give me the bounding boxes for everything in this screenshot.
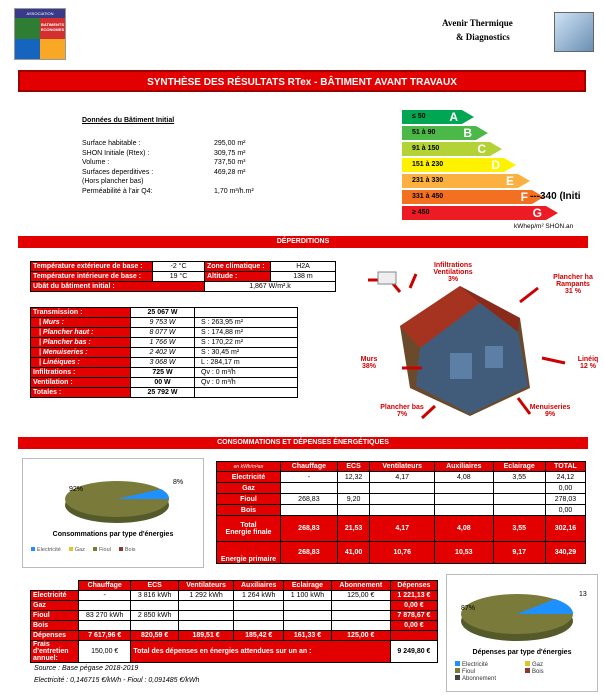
building-value: 295,00 m² [214,140,246,147]
dep-header: Chauffage [79,581,131,591]
conso-finale-cell: 302,16 [545,516,585,542]
pie2-small-pct: 13 [579,591,587,598]
dep-cell: 1 100 kWh [284,591,332,601]
transmission-label: | Plancher haut : [31,328,131,338]
energy-class-letter: A [449,110,458,124]
energy-class-arrow [490,142,502,156]
transmission-extra: Qv : 0 m³/h [195,378,298,388]
transmission-value: 1 766 W [131,338,195,348]
logo-caption: ASSOCIATION [15,9,65,18]
energy-class-letter: C [477,142,486,156]
conso-primaire-cell: 268,83 [281,542,338,564]
frais-label: Frais d'entretien annuel: [31,641,79,663]
transmission-extra: S : 174,88 m² [195,328,298,338]
energy-value: ---340 (Initi [530,191,581,202]
ubat-label: Ubât du bâtiment initial : [31,282,205,292]
building-section-title: Données du Bâtiment Initial [82,117,175,124]
deperditions-bar: DÉPERDITIONS [18,236,588,248]
conso-finale-cell: 3,55 [493,516,545,542]
dep-header: Eclairage [284,581,332,591]
dep-cell: 0,00 € [390,601,437,611]
temp-ext-label: Température extérieure de base : [31,262,153,272]
dep-cell [284,601,332,611]
energy-class-letter: G [532,206,542,220]
transmission-value: 9 753 W [131,318,195,328]
conso-cell [435,505,494,516]
conso-header: ECS [337,462,370,472]
pct-infiltrations: 3% [447,276,459,283]
company-logo-graphic [554,12,594,52]
conso-primaire-cell: 340,29 [545,542,585,564]
energy-class-range: 151 à 230 [412,161,444,168]
dep-cell: Gaz [31,601,79,611]
legend-swatch [31,547,35,551]
conso-row [217,494,586,505]
pie2-legend-item [525,668,595,675]
building-row [82,169,282,179]
pct-murs: 38% [361,363,376,370]
house-diagram [350,258,604,430]
dep-row [31,631,438,641]
dep-cell [331,611,390,621]
dep-cell [331,601,390,611]
building-row [82,188,282,198]
conso-row [217,483,586,494]
dep-header [31,581,79,591]
dep-cell [234,611,284,621]
pie2-graphic [455,581,585,645]
dep-header: Abonnement [331,581,390,591]
dep-cell [284,621,332,631]
conso-primaire-cell: 41,00 [337,542,370,564]
finale-label-2: Energie finale [225,528,272,536]
conso-header: Ventilateurs [370,462,435,472]
building-value: 1,70 m³/h.m² [214,187,254,195]
pie1-title: Consommations par type d'énergies [52,531,174,538]
transmission-extra: Qv : 0 m³/h [195,368,298,378]
transmission-value: 25 792 W [131,388,195,398]
energy-label [400,110,604,232]
energy-class-letter: B [463,126,472,140]
legend-label: Electricité [462,662,489,668]
dep-cell: 1 264 kWh [234,591,284,601]
dep-cell: 1 292 kWh [178,591,233,601]
conso-finale-label [217,516,281,542]
transmission-extra: L : 284,17 m [195,358,298,368]
label-plancher-haut: Plancher ha [553,274,593,281]
legend-swatch [119,547,123,551]
conso-header: Auxiliaires [435,462,494,472]
pct-menuiseries: 9% [544,411,556,418]
conso-primaire-label: Energie primaire [217,542,281,564]
dep-cell [390,631,437,641]
conso-cell: 0,00 [545,483,585,494]
transmission-label: Infiltrations : [31,368,131,378]
conso-cell [493,483,545,494]
pie2-big-pct: 87% [461,605,476,612]
label-menuiseries: Menuiseries [529,404,571,411]
energy-class-letter: E [505,174,514,188]
dep-total-row [31,641,438,663]
dep-cell: 185,42 € [234,631,284,641]
pct-plancher-bas: 7% [396,411,408,418]
temp-int-label: Température intérieure de base : [31,272,153,282]
temp-int-value: 19 °C [153,272,205,282]
dep-cell: 189,51 € [178,631,233,641]
price-note: Electricité : 0,146715 €/kWh - Fioul : 0,091485 €/kWh [34,677,200,684]
conso-cell: 24,12 [545,472,585,483]
building-label: (Hors plancher bas) [82,178,144,185]
energy-class-arrow [476,126,488,140]
energy-class-letter: F [520,190,528,204]
legend-swatch [69,547,73,551]
label-lineique: Linéiq [577,356,599,363]
dep-cell [284,611,332,621]
dep-row [31,591,438,601]
legend-label: Abonnement [462,676,497,682]
pie1-legend-item [69,547,85,553]
conso-cell [337,483,370,494]
label-rampants: Rampants [556,281,590,288]
conso-header-row [217,462,586,472]
conso-cell: 278,03 [545,494,585,505]
energy-class-range: 51 à 90 [412,129,436,136]
transmission-extra: S : 170,22 m² [195,338,298,348]
conso-cell: Fioul [217,494,281,505]
temp-ext-value: -2 °C [153,262,205,272]
dep-cell: Bois [31,621,79,631]
conso-finale-cell: 21,53 [337,516,370,542]
company-name-2: & Diagnostics [456,32,510,42]
zone-value: H2A [271,262,336,272]
legend-swatch [455,675,460,680]
dep-header: ECS [131,581,179,591]
conso-cell: Electricité [217,472,281,483]
building-value: 469,28 m² [214,168,246,176]
dep-row [31,621,438,631]
dep-cell: Dépenses [31,631,79,641]
depenses-table [30,580,438,663]
pie1-graphic [57,467,177,527]
dep-header: Ventilateurs [178,581,233,591]
building-value: 737,50 m³ [214,159,246,166]
transmission-label: | Linéiques : [31,358,131,368]
transmission-value: 3 068 W [131,358,195,368]
dep-cell: 0,00 € [390,621,437,631]
building-label: Perméabilité à l'air Q4: [82,187,153,195]
label-murs: Murs [360,356,378,363]
conso-cell [493,505,545,516]
conso-header: en kWh/m²an [217,462,281,472]
pie1-legend-item [31,547,61,553]
legend-label: Gaz [74,547,85,553]
conso-cell [493,494,545,505]
frais-value: 150,00 € [79,641,131,663]
conso-cell [281,483,338,494]
label-infiltrations: Infiltrations [433,262,473,269]
legend-label: Fioul [462,669,476,675]
conso-cell [337,505,370,516]
dep-cell: 7 878,67 € [390,611,437,621]
dep-cell: 125,00 € [331,631,390,641]
dep-cell: Fioul [31,611,79,621]
transmission-row [31,368,298,378]
building-row [82,178,282,188]
dep-cell: 161,33 € [284,631,332,641]
dep-cell: - [79,591,131,601]
conso-cell: 12,32 [337,472,370,483]
dep-cell [79,601,131,611]
energy-class-arrow [504,158,516,172]
energy-class-g [402,206,546,220]
energy-class-d [402,158,504,172]
conso-cell [370,505,435,516]
energy-class-c [402,142,490,156]
alt-value: 138 m [271,272,336,282]
transmission-row [31,318,298,328]
energy-class-b [402,126,476,140]
conso-row [217,505,586,516]
energy-class-range: 231 à 330 [412,177,444,184]
dep-header: Auxiliaires [234,581,284,591]
logo-sub: BATIMENTS ECONOMES [40,18,65,39]
transmission-row [31,378,298,388]
transmission-table [30,307,298,398]
transmission-label: | Menuiseries : [31,348,131,358]
pie1-small-pct: 8% [173,479,184,486]
energy-class-arrow [462,110,474,124]
dep-row [31,611,438,621]
pie1-legend-item [119,547,136,553]
source-note: Source : Base pégase 2018-2019 [34,665,139,672]
pie1-legend-item [93,547,111,553]
dep-cell [178,601,233,611]
dep-cell [79,621,131,631]
transmission-row [31,348,298,358]
energy-class-f [402,190,532,204]
consommations-bar: CONSOMMATIONS ET DÉPENSES ÉNERGÉTIQUES [18,437,588,449]
dep-cell: 7 617,96 € [79,631,131,641]
transmission-extra [195,388,298,398]
conso-cell: 268,83 [281,494,338,505]
dep-cell [131,621,179,631]
conso-cell [370,494,435,505]
conso-primaire-row [217,542,586,564]
conso-cell [370,483,435,494]
conso-cell: 0,00 [545,505,585,516]
dep-cell [178,611,233,621]
page-title: SYNTHÈSE DES RÉSULTATS RTex - BÂTIMENT AVANT TRAVAUX [18,70,586,92]
energy-class-range: ≤ 50 [412,113,426,120]
conso-primaire-cell: 10,76 [370,542,435,564]
building-row [82,150,282,160]
energy-class-range: ≥ 450 [412,209,430,216]
conso-finale-cell: 4,08 [435,516,494,542]
building-row [82,140,282,150]
energy-class-arrow [518,174,530,188]
dep-cell [234,621,284,631]
conso-header: TOTAL [545,462,585,472]
pct-lineique: 12 % [580,363,596,370]
dep-cell [178,621,233,631]
conso-cell: - [281,472,338,483]
association-logo [14,8,66,60]
energy-class-range: 91 à 150 [412,145,440,152]
transmission-value: 2 402 W [131,348,195,358]
legend-label: Bois [124,547,136,553]
building-value: 309,75 m² [214,149,246,157]
conso-cell: 4,17 [370,472,435,483]
energy-class-arrow [546,206,558,220]
legend-swatch [525,661,530,666]
building-row [82,159,282,169]
dep-cell [131,601,179,611]
pie-depenses [446,574,598,692]
transmission-value: 25 067 W [131,308,195,318]
transmission-value: 725 W [131,368,195,378]
ubat-value: 1,867 W/m².k [205,282,336,292]
transmission-extra [195,308,298,318]
conso-cell: 3,55 [493,472,545,483]
total-label: Total des dépenses en énergies attendues sur un an : [131,641,390,663]
pie2-title: Dépenses par type d'énergies [472,649,572,656]
legend-label: Electricité [37,547,61,553]
conso-cell: 4,08 [435,472,494,483]
pie2-legend-item [455,675,525,682]
pie2-legend-item [455,668,525,675]
transmission-label: | Plancher bas : [31,338,131,348]
dep-header: Dépenses [390,581,437,591]
transmission-row [31,328,298,338]
building-label: Surface habitable : [82,140,141,147]
transmission-label: Ventilation : [31,378,131,388]
pie-consommations [22,458,204,568]
legend-swatch [455,661,460,666]
transmission-label: | Murs : [31,318,131,328]
energy-class-a [402,110,462,124]
conso-cell [435,483,494,494]
conso-cell: 9,20 [337,494,370,505]
dep-cell: 125,00 € [331,591,390,601]
transmission-row [31,388,298,398]
building-label: Volume : [82,159,110,166]
conso-header: Chauffage [281,462,338,472]
total-value: 9 249,80 € [390,641,437,663]
zone-label: Zone climatique : [205,262,271,272]
transmission-extra: S : 30,45 m² [195,348,298,358]
company-logo [436,16,596,56]
dep-cell: 3 816 kWh [131,591,179,601]
dep-cell: 83 270 kWh [79,611,131,621]
company-name-1: Avenir Thermique [442,18,513,28]
legend-label: Fioul [98,547,111,553]
energy-class-range: 331 à 450 [412,193,444,200]
transmission-row [31,338,298,348]
conso-primaire-cell: 10,53 [435,542,494,564]
legend-label: Gaz [532,662,544,668]
legend-swatch [525,668,530,673]
dep-header-row [31,581,438,591]
dep-cell [234,601,284,611]
energy-class-letter: D [491,158,500,172]
energy-unit: kWhep/m² SHON.an [514,223,574,230]
conso-cell [435,494,494,505]
label-plancher-bas: Plancher bas [380,404,424,411]
dep-cell [331,621,390,631]
conso-primaire-cell: 9,17 [493,542,545,564]
conso-finale-row [217,516,586,542]
pie2-legend-item [455,661,525,668]
dep-cell: 2 850 kWh [131,611,179,621]
label-ventilations: Ventilations [433,269,473,276]
conso-cell: Bois [217,505,281,516]
consommation-table [216,461,586,564]
energy-class-e [402,174,518,188]
legend-swatch [455,668,460,673]
pct-plancher-haut: 31 % [565,288,581,295]
dep-cell: 1 221,13 € [390,591,437,601]
legend-label: Bois [532,669,544,675]
building-data [82,117,282,197]
transmission-row [31,308,298,318]
finale-label-1: Total [240,521,257,529]
transmission-value: 8 077 W [131,328,195,338]
building-label: Surfaces deperditives : [82,168,154,176]
dep-cell: Electricité [31,591,79,601]
transmission-value: 00 W [131,378,195,388]
building-label: SHON Initiale (Rtex) : [82,149,150,157]
transmission-row [31,358,298,368]
conso-row [217,472,586,483]
legend-swatch [93,547,97,551]
dep-cell: 820,59 € [131,631,179,641]
alt-label: Altitude : [205,272,271,282]
dep-row [31,601,438,611]
conso-finale-cell: 4,17 [370,516,435,542]
transmission-extra: S : 263,95 m² [195,318,298,328]
pie1-big-pct: 92% [69,486,84,493]
transmission-label: Totales : [31,388,131,398]
conso-finale-cell: 268,83 [281,516,338,542]
pie2-legend-item [525,661,595,668]
conso-cell: Gaz [217,483,281,494]
conso-header: Eclairage [493,462,545,472]
conso-cell [281,505,338,516]
temperature-table [30,261,336,292]
transmission-label: Transmission : [31,308,131,318]
